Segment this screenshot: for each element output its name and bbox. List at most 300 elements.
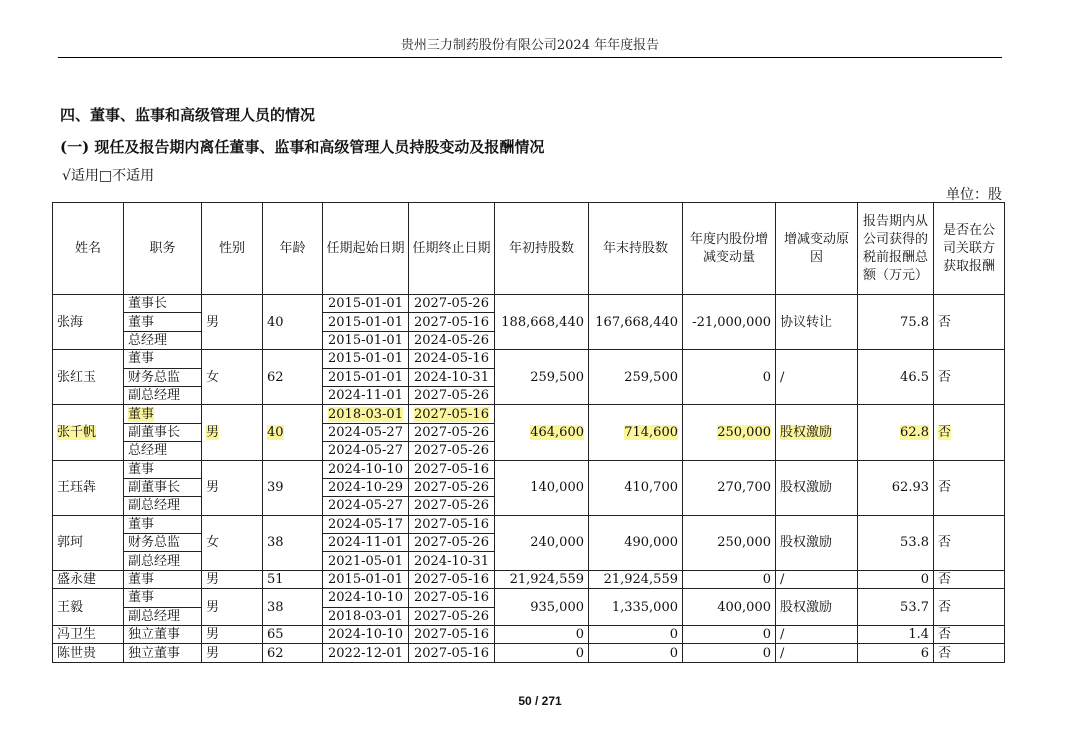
cell-related-text: 否 <box>938 480 952 496</box>
cell-term-end <box>409 607 495 625</box>
header-term-start: 任期起始日期 <box>323 203 409 295</box>
cell-term-end-text: 2027-05-16 <box>414 572 489 588</box>
applicability-note: √适用□不适用 <box>62 168 155 184</box>
cell-term-start <box>323 570 409 588</box>
cell-related <box>934 626 1005 644</box>
cell-gender-text: 男 <box>206 599 220 615</box>
cell-pay <box>858 570 934 588</box>
cell-change <box>683 460 776 515</box>
cell-term-start <box>323 607 409 625</box>
cell-age-text: 39 <box>267 480 284 496</box>
table-row <box>53 626 1005 644</box>
cell-end-shares <box>589 295 683 350</box>
cell-term-end-text: 2027-05-16 <box>414 406 489 422</box>
cell-related <box>934 460 1005 515</box>
cell-gender <box>202 570 263 588</box>
cell-title <box>124 460 202 478</box>
cell-change <box>683 350 776 405</box>
cell-term-end-text: 2027-05-26 <box>414 535 489 551</box>
cell-term-end <box>409 313 495 331</box>
cell-term-end-text: 2024-10-31 <box>414 553 489 569</box>
page-header: 贵州三力制药股份有限公司2024 年年度报告 <box>58 34 1002 58</box>
table-row <box>53 589 1005 607</box>
cell-term-start-text: 2018-03-01 <box>328 608 403 624</box>
cell-pay-text: 53.8 <box>900 535 929 551</box>
cell-end-shares-text: 410,700 <box>624 480 678 496</box>
cell-term-end-text: 2027-05-16 <box>414 645 489 661</box>
cell-pay-text: 53.7 <box>900 599 929 615</box>
header-start-shares: 年初持股数 <box>495 203 589 295</box>
cell-title <box>124 515 202 533</box>
cell-change-text: 0 <box>762 369 771 385</box>
cell-term-start <box>323 368 409 386</box>
cell-age <box>263 626 323 644</box>
cell-title-text: 董事 <box>128 351 155 367</box>
cell-pay <box>858 515 934 570</box>
cell-gender <box>202 460 263 515</box>
cell-reason <box>776 405 858 460</box>
cell-pay-text: 46.5 <box>900 369 929 385</box>
cell-start-shares <box>495 515 589 570</box>
cell-title-text: 副总经理 <box>128 388 181 404</box>
cell-title <box>124 423 202 441</box>
cell-title <box>124 644 202 662</box>
cell-term-end <box>409 478 495 496</box>
cell-end-shares <box>589 350 683 405</box>
cell-start-shares-text: 0 <box>575 645 584 661</box>
cell-change-text: 0 <box>762 572 771 588</box>
cell-reason-text: 股权激励 <box>780 535 833 551</box>
cell-term-end <box>409 331 495 349</box>
cell-change-text: 250,000 <box>717 535 771 551</box>
cell-name-text: 张海 <box>57 314 84 330</box>
page-number: 50 / 271 <box>518 694 562 708</box>
cell-start-shares <box>495 589 589 626</box>
cell-start-shares <box>495 350 589 405</box>
cell-age-text: 65 <box>267 627 284 643</box>
cell-term-end-text: 2027-05-16 <box>414 516 489 532</box>
cell-term-start-text: 2018-03-01 <box>328 406 403 422</box>
cell-pay-text: 6 <box>920 645 929 661</box>
cell-pay <box>858 589 934 626</box>
table-body <box>53 295 1005 663</box>
cell-change <box>683 626 776 644</box>
cell-change <box>683 570 776 588</box>
cell-change <box>683 405 776 460</box>
cell-pay <box>858 295 934 350</box>
cell-name <box>53 570 124 588</box>
cell-term-start <box>323 497 409 515</box>
header-age: 年龄 <box>263 203 323 295</box>
cell-term-end-text: 2024-10-31 <box>414 369 489 385</box>
cell-term-start <box>323 534 409 552</box>
cell-related-text: 否 <box>938 599 952 615</box>
cell-start-shares-text: 188,668,440 <box>501 314 584 330</box>
cell-name-text: 王毅 <box>57 599 84 615</box>
cell-start-shares-text: 259,500 <box>530 369 584 385</box>
cell-term-end <box>409 534 495 552</box>
cell-reason <box>776 515 858 570</box>
cell-title-text: 财务总监 <box>128 535 181 551</box>
cell-term-start <box>323 386 409 404</box>
cell-related-text: 否 <box>938 645 952 661</box>
cell-end-shares <box>589 570 683 588</box>
cell-term-start-text: 2024-05-27 <box>328 443 403 459</box>
table-row <box>53 460 1005 478</box>
table-row <box>53 295 1005 313</box>
cell-change-text: 400,000 <box>717 599 771 615</box>
cell-term-start-text: 2015-01-01 <box>328 314 403 330</box>
cell-pay-text: 62.8 <box>900 424 929 440</box>
header-gender: 性别 <box>202 203 263 295</box>
cell-term-start-text: 2024-11-01 <box>328 388 403 404</box>
cell-term-start-text: 2015-01-01 <box>328 351 403 367</box>
cell-end-shares <box>589 460 683 515</box>
cell-term-start <box>323 644 409 662</box>
cell-term-start-text: 2024-05-27 <box>328 498 403 514</box>
cell-age <box>263 405 323 460</box>
cell-start-shares-text: 935,000 <box>530 599 584 615</box>
cell-end-shares-text: 167,668,440 <box>595 314 678 330</box>
cell-title <box>124 442 202 460</box>
cell-term-start-text: 2024-10-10 <box>328 590 403 606</box>
cell-term-end <box>409 423 495 441</box>
header-reason: 增减变动原因 <box>776 203 858 295</box>
cell-title <box>124 295 202 313</box>
cell-end-shares-text: 0 <box>669 645 678 661</box>
table-header-row <box>53 203 1005 295</box>
cell-end-shares-text: 1,335,000 <box>611 599 678 615</box>
cell-reason <box>776 460 858 515</box>
cell-term-start-text: 2024-10-29 <box>328 480 403 496</box>
cell-gender-text: 女 <box>206 369 220 385</box>
cell-change <box>683 295 776 350</box>
cell-reason <box>776 295 858 350</box>
cell-title-text: 副总经理 <box>128 608 181 624</box>
cell-reason <box>776 644 858 662</box>
cell-start-shares <box>495 405 589 460</box>
cell-term-end <box>409 460 495 478</box>
cell-title <box>124 570 202 588</box>
cell-title <box>124 497 202 515</box>
cell-title-text: 副董事长 <box>128 424 181 440</box>
cell-term-start-text: 2024-05-17 <box>328 516 403 532</box>
cell-pay <box>858 644 934 662</box>
cell-age <box>263 350 323 405</box>
cell-reason-text: / <box>780 627 785 643</box>
cell-pay-text: 75.8 <box>900 314 929 330</box>
cell-age <box>263 295 323 350</box>
cell-age-text: 62 <box>267 369 284 385</box>
header-related: 是否在公司关联方获取报酬 <box>934 203 1005 295</box>
cell-name-text: 张红玉 <box>57 369 97 385</box>
cell-term-start <box>323 589 409 607</box>
table-row <box>53 405 1005 423</box>
table-row <box>53 350 1005 368</box>
cell-term-start <box>323 515 409 533</box>
cell-term-end-text: 2027-05-16 <box>414 314 489 330</box>
cell-term-end <box>409 515 495 533</box>
cell-pay <box>858 460 934 515</box>
cell-term-end-text: 2027-05-26 <box>414 608 489 624</box>
cell-age-text: 40 <box>267 424 284 440</box>
cell-term-end-text: 2027-05-16 <box>414 461 489 477</box>
cell-reason-text: / <box>780 369 785 385</box>
cell-term-start <box>323 295 409 313</box>
cell-title-text: 独立董事 <box>128 645 181 661</box>
cell-reason-text: 股权激励 <box>780 480 833 496</box>
header-term-end: 任期终止日期 <box>409 203 495 295</box>
cell-gender <box>202 350 263 405</box>
cell-gender-text: 男 <box>206 314 220 330</box>
cell-term-start-text: 2024-05-27 <box>328 424 403 440</box>
cell-start-shares-text: 0 <box>575 627 584 643</box>
cell-change-text: -21,000,000 <box>692 314 771 330</box>
cell-term-start-text: 2024-10-10 <box>328 627 403 643</box>
cell-term-start-text: 2021-05-01 <box>328 553 403 569</box>
cell-end-shares <box>589 626 683 644</box>
cell-name <box>53 626 124 644</box>
cell-age <box>263 570 323 588</box>
cell-term-start-text: 2015-01-01 <box>328 332 403 348</box>
cell-title-text: 副总经理 <box>128 498 181 514</box>
cell-gender <box>202 589 263 626</box>
cell-title-text: 董事 <box>128 461 155 477</box>
cell-gender-text: 男 <box>206 572 220 588</box>
cell-name <box>53 295 124 350</box>
cell-term-end <box>409 626 495 644</box>
cell-title <box>124 589 202 607</box>
cell-age-text: 40 <box>267 314 284 330</box>
table-row <box>53 644 1005 662</box>
cell-reason-text: 股权激励 <box>780 599 833 615</box>
cell-end-shares <box>589 515 683 570</box>
cell-reason <box>776 350 858 405</box>
cell-name-text: 郭珂 <box>57 535 84 551</box>
cell-related <box>934 589 1005 626</box>
cell-pay <box>858 626 934 644</box>
sub-title: (一) 现任及报告期内离任董事、监事和高级管理人员持股变动及报酬情况 <box>60 138 545 156</box>
header-pay: 报告期内从公司获得的税前报酬总额（万元） <box>858 203 934 295</box>
cell-pay-text: 0 <box>920 572 929 588</box>
cell-term-end-text: 2027-05-26 <box>414 480 489 496</box>
cell-end-shares-text: 0 <box>669 627 678 643</box>
cell-term-end <box>409 405 495 423</box>
cell-age <box>263 515 323 570</box>
cell-term-end-text: 2027-05-26 <box>414 388 489 404</box>
cell-term-start <box>323 478 409 496</box>
cell-reason <box>776 589 858 626</box>
cell-change-text: 270,700 <box>717 480 771 496</box>
cell-title-text: 财务总监 <box>128 369 181 385</box>
cell-end-shares-text: 21,924,559 <box>603 572 678 588</box>
cell-title <box>124 607 202 625</box>
cell-end-shares-text: 259,500 <box>624 369 678 385</box>
cell-title <box>124 405 202 423</box>
cell-related <box>934 644 1005 662</box>
header-change: 年度内股份增减变动量 <box>683 203 776 295</box>
cell-start-shares <box>495 295 589 350</box>
cell-gender-text: 男 <box>206 645 220 661</box>
cell-age <box>263 460 323 515</box>
header-title: 职务 <box>124 203 202 295</box>
cell-term-start <box>323 350 409 368</box>
cell-term-end <box>409 497 495 515</box>
cell-reason-text: 股权激励 <box>780 424 833 440</box>
cell-term-end-text: 2027-05-26 <box>414 443 489 459</box>
cell-age <box>263 589 323 626</box>
table-row <box>53 570 1005 588</box>
cell-change-text: 0 <box>762 645 771 661</box>
cell-gender-text: 男 <box>206 480 220 496</box>
cell-term-end-text: 2027-05-16 <box>414 590 489 606</box>
cell-term-start <box>323 331 409 349</box>
cell-name-text: 冯卫生 <box>57 627 97 643</box>
cell-term-end-text: 2027-05-26 <box>414 498 489 514</box>
cell-change <box>683 644 776 662</box>
cell-pay <box>858 405 934 460</box>
cell-start-shares <box>495 626 589 644</box>
cell-related <box>934 570 1005 588</box>
cell-name <box>53 405 124 460</box>
cell-term-start-text: 2015-01-01 <box>328 296 403 312</box>
cell-related-text: 否 <box>938 535 952 551</box>
cell-gender <box>202 295 263 350</box>
cell-term-end <box>409 386 495 404</box>
cell-title <box>124 534 202 552</box>
cell-name-text: 王珏犇 <box>57 480 97 496</box>
cell-title-text: 董事 <box>128 314 155 330</box>
cell-name <box>53 515 124 570</box>
cell-end-shares <box>589 589 683 626</box>
cell-term-end-text: 2024-05-26 <box>414 332 489 348</box>
cell-age-text: 51 <box>267 572 284 588</box>
cell-term-end-text: 2024-05-16 <box>414 351 489 367</box>
cell-pay <box>858 350 934 405</box>
cell-start-shares-text: 240,000 <box>530 535 584 551</box>
cell-title <box>124 552 202 570</box>
cell-gender <box>202 644 263 662</box>
cell-title-text: 董事 <box>128 572 155 588</box>
cell-pay-text: 1.4 <box>908 627 929 643</box>
header-name: 姓名 <box>53 203 124 295</box>
cell-gender <box>202 515 263 570</box>
cell-title-text: 副董事长 <box>128 480 181 496</box>
cell-end-shares <box>589 644 683 662</box>
cell-gender-text: 男 <box>206 424 220 440</box>
cell-title <box>124 626 202 644</box>
cell-related-text: 否 <box>938 627 952 643</box>
cell-term-start-text: 2015-01-01 <box>328 572 403 588</box>
cell-name <box>53 350 124 405</box>
cell-change <box>683 589 776 626</box>
cell-age-text: 38 <box>267 599 284 615</box>
cell-title-text: 董事 <box>128 516 155 532</box>
cell-start-shares-text: 464,600 <box>530 424 584 440</box>
cell-age-text: 62 <box>267 645 284 661</box>
cell-reason-text: / <box>780 645 785 661</box>
cell-term-start <box>323 626 409 644</box>
holdings-table <box>52 202 1005 663</box>
cell-title <box>124 350 202 368</box>
cell-title-text: 董事 <box>128 590 155 606</box>
cell-term-start <box>323 405 409 423</box>
cell-term-start <box>323 313 409 331</box>
cell-gender <box>202 626 263 644</box>
cell-term-end-text: 2027-05-16 <box>414 627 489 643</box>
cell-term-end-text: 2027-05-26 <box>414 296 489 312</box>
table-row <box>53 515 1005 533</box>
cell-name <box>53 460 124 515</box>
cell-title-text: 董事 <box>128 406 155 422</box>
cell-name-text: 张千帆 <box>57 424 97 440</box>
cell-start-shares <box>495 460 589 515</box>
cell-start-shares-text: 21,924,559 <box>509 572 584 588</box>
cell-term-end <box>409 295 495 313</box>
cell-related <box>934 350 1005 405</box>
cell-term-start <box>323 460 409 478</box>
cell-term-end <box>409 552 495 570</box>
cell-term-end <box>409 570 495 588</box>
cell-reason-text: 协议转让 <box>780 314 833 330</box>
cell-title <box>124 368 202 386</box>
header-end-shares: 年末持股数 <box>589 203 683 295</box>
cell-term-end <box>409 442 495 460</box>
cell-reason <box>776 626 858 644</box>
cell-related-text: 否 <box>938 572 952 588</box>
cell-term-end <box>409 644 495 662</box>
unit-label: 单位：股 <box>946 187 1002 203</box>
cell-end-shares-text: 490,000 <box>624 535 678 551</box>
cell-start-shares <box>495 570 589 588</box>
cell-term-start <box>323 423 409 441</box>
cell-related <box>934 295 1005 350</box>
cell-title-text: 总经理 <box>128 443 168 459</box>
cell-title <box>124 313 202 331</box>
cell-title-text: 董事长 <box>128 296 168 312</box>
cell-age-text: 38 <box>267 535 284 551</box>
cell-related-text: 否 <box>938 424 952 440</box>
section-title: 四、董事、监事和高级管理人员的情况 <box>60 106 316 124</box>
cell-change-text: 250,000 <box>717 424 771 440</box>
cell-change <box>683 515 776 570</box>
cell-end-shares <box>589 405 683 460</box>
cell-title <box>124 478 202 496</box>
cell-term-end <box>409 368 495 386</box>
cell-start-shares-text: 140,000 <box>530 480 584 496</box>
cell-name-text: 盛永建 <box>57 572 97 588</box>
cell-gender-text: 女 <box>206 535 220 551</box>
cell-term-start-text: 2024-10-10 <box>328 461 403 477</box>
cell-title-text: 副总经理 <box>128 553 181 569</box>
cell-related-text: 否 <box>938 314 952 330</box>
cell-term-start <box>323 552 409 570</box>
cell-reason <box>776 570 858 588</box>
cell-title <box>124 386 202 404</box>
cell-age <box>263 644 323 662</box>
cell-term-end-text: 2027-05-26 <box>414 424 489 440</box>
cell-term-end <box>409 350 495 368</box>
cell-term-start-text: 2022-12-01 <box>328 645 403 661</box>
cell-change-text: 0 <box>762 627 771 643</box>
cell-name <box>53 589 124 626</box>
cell-start-shares <box>495 644 589 662</box>
cell-related <box>934 405 1005 460</box>
cell-term-start <box>323 442 409 460</box>
cell-title-text: 独立董事 <box>128 627 181 643</box>
cell-term-end <box>409 589 495 607</box>
cell-related-text: 否 <box>938 369 952 385</box>
